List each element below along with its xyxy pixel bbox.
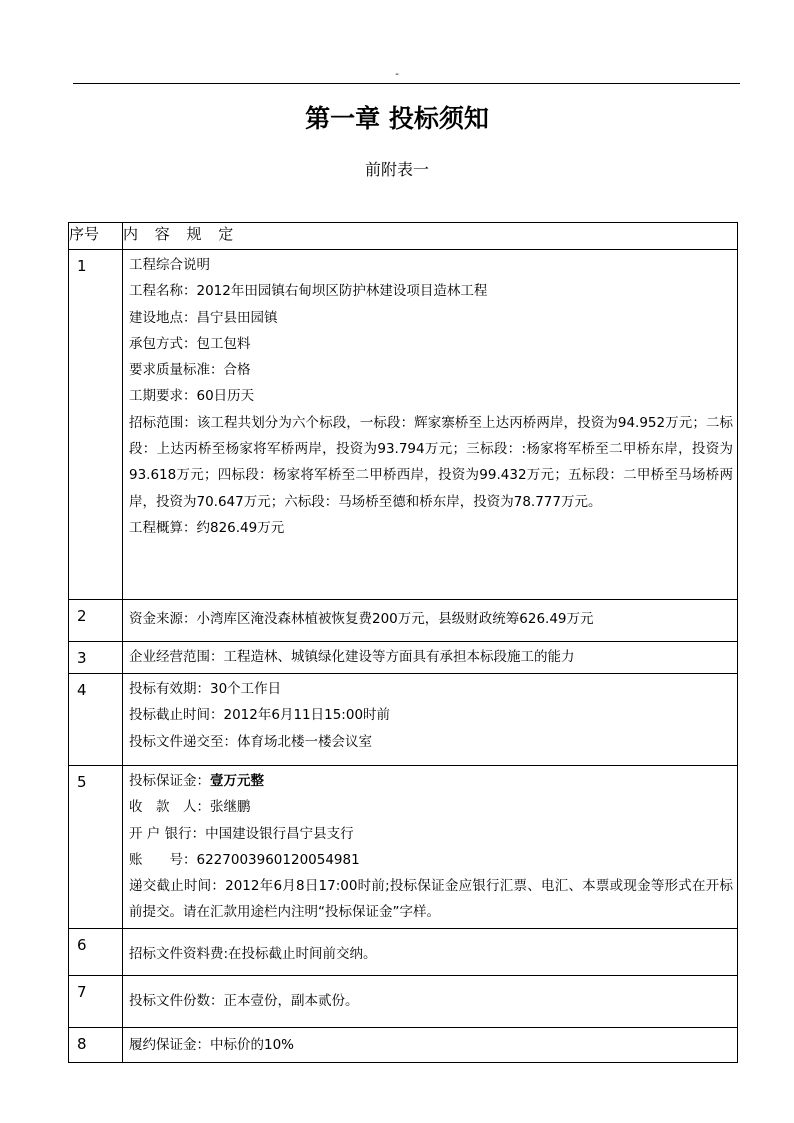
content-line: 投标文件递交至：体育场北楼一楼会议室 — [129, 733, 372, 750]
bid-requirements-table — [68, 222, 738, 1063]
row-number: 7 — [69, 975, 123, 1027]
table-subtitle: 前附表一 — [364, 160, 429, 179]
content-line: 投标截止时间：2012年6月11日15:00时前 — [129, 707, 391, 724]
row-content: 履约保证金：中标价的10% — [123, 1027, 738, 1062]
row-content — [123, 766, 738, 929]
row-content — [123, 674, 738, 766]
content-paragraph: 递交截止时间：2012年6月8日17:00时前;投标保证金应银行汇票、电汇、本票或现金等形式在开标前提交。请在汇款用途栏内注明“投标保证金”字样。 — [129, 878, 733, 921]
row-number: 2 — [69, 600, 123, 642]
table-row — [69, 1027, 738, 1062]
row-number: 4 — [69, 674, 123, 766]
table-row — [69, 250, 738, 600]
chapter-title: 第一章 投标须知 — [305, 104, 489, 133]
row-number: 3 — [69, 642, 123, 674]
row-content: 招标文件资料费:在投标截止时间前交纳。 — [123, 928, 738, 975]
content-line: 工程名称：2012年田园镇右甸坝区防护林建设项目造林工程 — [129, 283, 488, 300]
column-header-content: 内 容 规 定 — [123, 223, 738, 250]
content-line: 工程概算：约826.49万元 — [129, 519, 285, 536]
content-line: 承包方式：包工包料 — [129, 335, 251, 352]
row-content: 资金来源：小湾库区淹没森林植被恢复费200万元，县级财政统筹626.49万元 — [123, 600, 738, 642]
bond-amount: 壹万元整 — [210, 773, 264, 789]
table-row — [69, 600, 738, 642]
content-line: 工期要求：60日历天 — [129, 388, 255, 405]
content-paragraph: 招标范围：该工程共划分为六个标段，一标段：辉家寨桥至上达丙桥两岸，投资为94.952万元；二标段：上达丙桥至杨家将军桥两岸，投资为93.794万元；三标段：:杨家将军桥至二甲桥东岸，投资为93.618万元；四标段：杨家将军桥至二甲桥西岸，投资为99.432万元；五标段：二甲桥至马场桥两岸，投资为70.647万元；六标段：马场桥至德和桥东岸，投资为78.777万元。 — [129, 414, 733, 510]
content-line: 收 款 人：张继鹏 — [129, 799, 251, 816]
header-mark: - — [395, 69, 399, 80]
row-content: 企业经营范围：工程造林、城镇绿化建设等方面具有承担本标段施工的能力 — [123, 642, 738, 674]
content-line: 建设地点：昌宁县田园镇 — [129, 309, 278, 326]
content-line: 工程综合说明 — [129, 257, 210, 273]
table-row — [69, 975, 738, 1027]
content-line: 投标有效期：30个工作日 — [129, 681, 282, 697]
row-content — [123, 250, 738, 600]
row-number: 5 — [69, 766, 123, 929]
content-line: 要求质量标准：合格 — [129, 362, 251, 379]
table-row — [69, 928, 738, 975]
table-row — [69, 674, 738, 766]
header-rule — [73, 83, 740, 84]
content-line: 账 号：6227003960120054981 — [129, 851, 360, 868]
table-row — [69, 642, 738, 674]
table-row — [69, 766, 738, 929]
row-number: 1 — [69, 250, 123, 600]
content-line: 开 户 银行：中国建设银行昌宁县支行 — [129, 825, 354, 842]
bond-label: 投标保证金： — [129, 773, 210, 789]
row-number: 6 — [69, 928, 123, 975]
content-line — [129, 768, 733, 794]
column-header-number: 序号 — [69, 223, 123, 250]
row-content: 投标文件份数：正本壹份，副本贰份。 — [123, 975, 738, 1027]
table-header-row — [69, 223, 738, 250]
row-number: 8 — [69, 1027, 123, 1062]
